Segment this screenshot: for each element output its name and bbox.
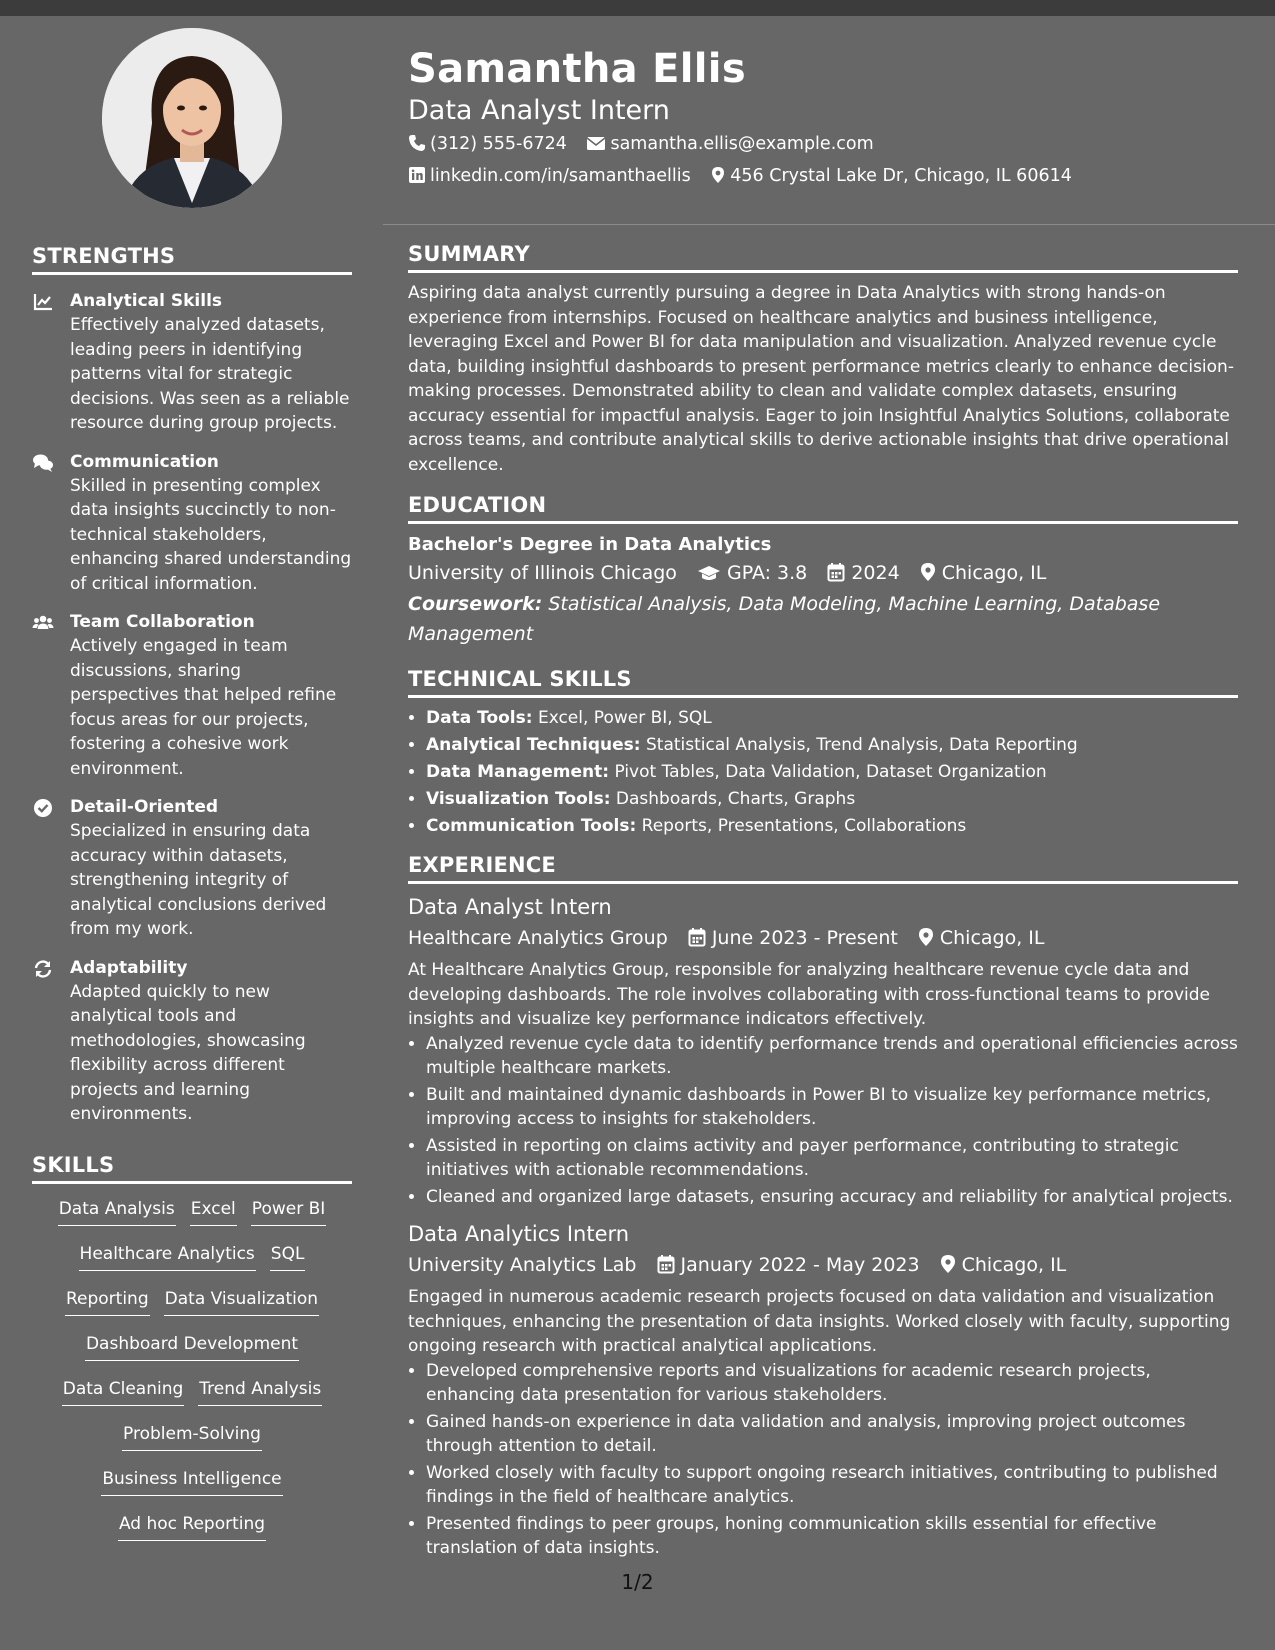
email-text: samantha.ellis@example.com bbox=[610, 134, 874, 154]
skill-tag: Healthcare Analytics bbox=[79, 1243, 256, 1271]
list-item: • Gained hands-on experience in data validation and analysis, improving project outcomes through attention to detail. bbox=[426, 1410, 1238, 1459]
list-item bbox=[426, 706, 1238, 731]
header-divider bbox=[383, 224, 1275, 225]
address-contact bbox=[710, 160, 1072, 192]
skill-row bbox=[32, 1423, 352, 1454]
skills-list bbox=[32, 1198, 352, 1544]
location-text: Chicago, IL bbox=[961, 1254, 1067, 1276]
job-location bbox=[940, 1249, 1067, 1281]
job-company: University Analytics Lab bbox=[408, 1254, 637, 1276]
strength-item bbox=[32, 450, 352, 597]
job-description: At Healthcare Analytics Group, responsible for analyzing healthcare revenue cycle data and developing dashboards. The role involves collaborating with cross-functional teams to provide insights and visualize key performance indicators effectively. bbox=[408, 960, 1210, 1029]
tech-skill-value: Dashboards, Charts, Graphs bbox=[615, 789, 856, 809]
linkedin-text: linkedin.com/in/samanthaellis bbox=[430, 166, 691, 186]
top-bar bbox=[0, 0, 1275, 16]
strength-desc: Actively engaged in team discussions, sharing perspectives that helped refine focus areas for our projects, fostering a cohesive work environment. bbox=[70, 636, 337, 779]
strength-title: Detail-Oriented bbox=[70, 797, 219, 817]
coursework-label: Coursework: bbox=[408, 593, 543, 615]
skill-row bbox=[32, 1243, 352, 1274]
contact-line bbox=[408, 128, 1238, 160]
skill-tag: Data Visualization bbox=[164, 1288, 319, 1316]
list-item: • Assisted in reporting on claims activity and payer performance, contributing to strategic initiatives with actionable recommendations. bbox=[426, 1134, 1238, 1183]
tech-skill-label: Data Tools: bbox=[426, 708, 533, 728]
technical-skills-title: TECHNICAL SKILLS bbox=[408, 667, 1238, 698]
list-item: • Cleaned and organized large datasets, ensuring accuracy and reliability for analytical projects. bbox=[426, 1185, 1238, 1210]
envelope-icon bbox=[586, 134, 606, 152]
phone-text: (312) 555-6724 bbox=[430, 134, 567, 154]
phone-contact[interactable] bbox=[408, 128, 567, 160]
strength-title: Team Collaboration bbox=[70, 612, 255, 632]
strength-item bbox=[32, 610, 352, 781]
skill-row bbox=[32, 1198, 352, 1229]
tech-skill-value: Excel, Power BI, SQL bbox=[537, 708, 712, 728]
job-title: Data Analyst Intern bbox=[408, 895, 612, 919]
job-bullets bbox=[408, 1032, 1238, 1210]
job-dates bbox=[657, 1249, 920, 1281]
strength-item bbox=[32, 289, 352, 436]
calendar-icon bbox=[688, 927, 706, 947]
left-column bbox=[32, 28, 352, 1544]
strength-item bbox=[32, 956, 352, 1127]
calendar-icon bbox=[657, 1254, 675, 1274]
sync-icon bbox=[32, 958, 54, 980]
tech-skill-label: Analytical Techniques: bbox=[426, 735, 641, 755]
education-location bbox=[920, 557, 1047, 589]
coursework-text: Statistical Analysis, Data Modeling, Machine Learning, Database Management bbox=[408, 593, 1161, 645]
strength-title: Communication bbox=[70, 451, 219, 472]
education-year bbox=[827, 557, 899, 589]
location-text: Chicago, IL bbox=[941, 562, 1047, 584]
list-item: • Worked closely with faculty to support ongoing research initiatives, contributing to published findings in the field of healthcare analytics. bbox=[426, 1461, 1238, 1510]
linkedin-contact[interactable] bbox=[408, 160, 691, 192]
graduation-cap-icon bbox=[697, 564, 721, 582]
profile-photo bbox=[102, 28, 282, 208]
dates-text: January 2022 - May 2023 bbox=[680, 1254, 920, 1276]
skill-tag: Power BI bbox=[251, 1198, 326, 1226]
chart-line-icon bbox=[32, 291, 54, 313]
skill-row bbox=[32, 1513, 352, 1544]
strength-desc: Adapted quickly to new analytical tools and methodologies, showcasing flexibility across different projects and learning environments. bbox=[70, 981, 306, 1124]
job-location bbox=[918, 922, 1045, 954]
check-circle-icon bbox=[32, 797, 54, 819]
job-meta bbox=[408, 922, 1238, 954]
education-gpa bbox=[697, 557, 807, 589]
email-contact[interactable] bbox=[586, 128, 873, 160]
map-marker-icon bbox=[940, 1254, 956, 1274]
job-bullets bbox=[408, 1359, 1238, 1561]
list-item: • Analyzed revenue cycle data to identify performance trends and operational efficiencies across multiple healthcare markets. bbox=[426, 1032, 1238, 1081]
tech-skill-value: Pivot Tables, Data Validation, Dataset Organization bbox=[614, 762, 1047, 782]
strengths-title: STRENGTHS bbox=[32, 244, 352, 275]
list-item bbox=[426, 787, 1238, 812]
skill-tag: SQL bbox=[270, 1243, 306, 1271]
location-text: Chicago, IL bbox=[939, 927, 1045, 949]
skill-tag: Business Intelligence bbox=[101, 1468, 282, 1496]
resume-header bbox=[408, 42, 1238, 192]
tech-skill-value: Statistical Analysis, Trend Analysis, Data Reporting bbox=[646, 735, 1078, 755]
skill-tag: Excel bbox=[190, 1198, 237, 1226]
experience-title: EXPERIENCE bbox=[408, 853, 1238, 884]
education-degree: Bachelor's Degree in Data Analytics bbox=[408, 534, 772, 555]
list-item bbox=[426, 814, 1238, 839]
job-description: Engaged in numerous academic research projects focused on data validation and visualization techniques, enhancing the presentation of data insights. Worked closely with faculty, supporting ongoing research with practical analytical applications. bbox=[408, 1287, 1231, 1356]
job-meta bbox=[408, 1249, 1238, 1281]
page-number: 1/2 bbox=[621, 1570, 654, 1594]
job-title: Data Analytics Intern bbox=[408, 1222, 630, 1246]
skill-tag: Data Analysis bbox=[58, 1198, 176, 1226]
skill-tag: Data Cleaning bbox=[62, 1378, 185, 1406]
skill-row bbox=[32, 1333, 352, 1364]
tech-skill-label: Communication Tools: bbox=[426, 816, 637, 836]
skill-tag: Trend Analysis bbox=[198, 1378, 322, 1406]
strength-title: Analytical Skills bbox=[70, 291, 223, 311]
address-text: 456 Crystal Lake Dr, Chicago, IL 60614 bbox=[730, 166, 1072, 186]
summary-text: Aspiring data analyst currently pursuing a degree in Data Analytics with strong hands-on experience from internships. Focused on healthcare analytics and business intelligence, leveraging Excel and Power BI for data manipulation and visualization. Analyzed revenue cycle data, building insightful dashboards to present performance metrics clearly to enhance decision-making processes. Demonstrated ability to clean and validate complex datasets, ensuring accuracy essential for impactful analysis. Eager to join Insightful Analytics Solutions, collaborate across teams, and contribute analytical skills to derive actionable insights that drive operational excellence. bbox=[408, 283, 1234, 475]
tech-skill-value: Reports, Presentations, Collaborations bbox=[641, 816, 967, 836]
strength-item bbox=[32, 795, 352, 942]
skill-row bbox=[32, 1378, 352, 1409]
education-title: EDUCATION bbox=[408, 493, 1238, 524]
tech-skill-label: Data Management: bbox=[426, 762, 610, 782]
gpa-text: GPA: 3.8 bbox=[726, 562, 808, 584]
summary-title: SUMMARY bbox=[408, 242, 1238, 273]
map-marker-icon bbox=[918, 927, 934, 947]
technical-skills-list bbox=[408, 706, 1238, 839]
map-marker-icon bbox=[920, 562, 936, 582]
job-company: Healthcare Analytics Group bbox=[408, 927, 668, 949]
skill-row bbox=[32, 1468, 352, 1499]
candidate-name: Samantha Ellis bbox=[408, 46, 746, 92]
skills-title: SKILLS bbox=[32, 1153, 352, 1184]
phone-icon bbox=[408, 134, 426, 152]
contact-line bbox=[408, 160, 1238, 192]
list-item: • Built and maintained dynamic dashboards in Power BI to visualize key performance metrics, improving access to insights for stakeholders. bbox=[426, 1083, 1238, 1132]
strength-desc: Effectively analyzed datasets, leading peers in identifying patterns vital for strategic decisions. Was seen as a reliable resource during group projects. bbox=[70, 315, 350, 433]
skill-tag: Dashboard Development bbox=[85, 1333, 299, 1361]
skill-row bbox=[32, 1288, 352, 1319]
education-meta bbox=[408, 557, 1238, 589]
list-item: • Presented findings to peer groups, honing communication skills essential for effective translation of data insights. bbox=[426, 1512, 1238, 1561]
skill-tag: Problem-Solving bbox=[122, 1423, 262, 1451]
year-text: 2024 bbox=[851, 562, 900, 584]
map-marker-icon bbox=[710, 166, 726, 184]
list-item bbox=[426, 733, 1238, 758]
right-column bbox=[408, 242, 1238, 1563]
skill-tag: Reporting bbox=[65, 1288, 150, 1316]
strength-title: Adaptability bbox=[70, 957, 188, 978]
education-school: University of Illinois Chicago bbox=[408, 562, 677, 584]
strength-desc: Skilled in presenting complex data insights succinctly to non-technical stakeholders, enhancing shared understanding of critical information. bbox=[70, 475, 352, 594]
linkedin-icon bbox=[408, 166, 426, 184]
job-dates bbox=[688, 922, 898, 954]
users-icon bbox=[32, 612, 54, 634]
skill-tag: Ad hoc Reporting bbox=[118, 1513, 266, 1541]
strength-desc: Specialized in ensuring data accuracy within datasets, strengthening integrity of analytical conclusions derived from my work. bbox=[70, 821, 327, 939]
list-item bbox=[426, 760, 1238, 785]
list-item: • Developed comprehensive reports and visualizations for academic research projects, enhancing data presentation for various stakeholders. bbox=[426, 1359, 1238, 1408]
dates-text: June 2023 - Present bbox=[711, 927, 898, 949]
calendar-icon bbox=[827, 562, 845, 582]
candidate-role: Data Analyst Intern bbox=[408, 95, 670, 126]
education-coursework bbox=[408, 589, 1238, 649]
comments-icon bbox=[32, 452, 54, 474]
tech-skill-label: Visualization Tools: bbox=[426, 789, 611, 809]
